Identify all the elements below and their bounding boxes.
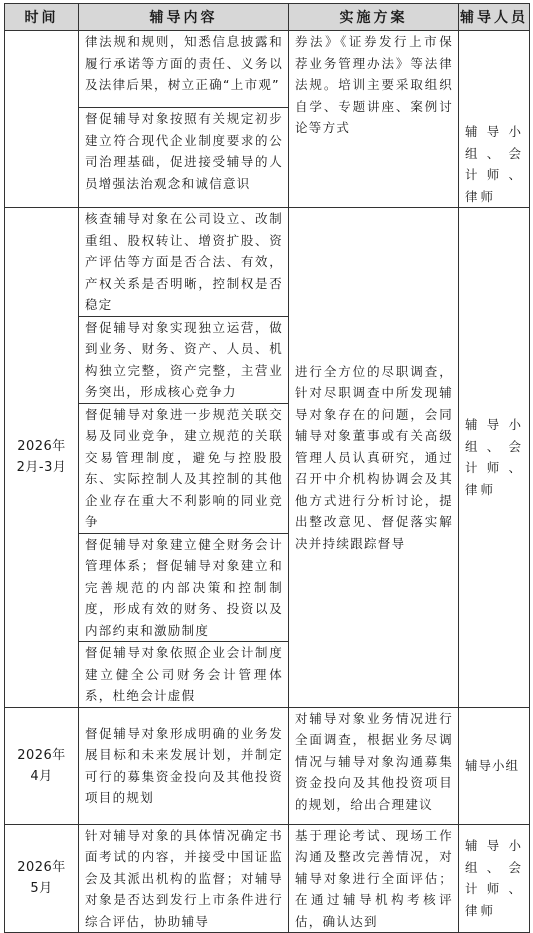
staff-cell: 辅导小组 <box>459 707 530 824</box>
header-content: 辅导内容 <box>79 4 289 31</box>
time-cell-empty <box>5 31 79 208</box>
time-cell <box>5 707 79 824</box>
header-time: 时间 <box>5 4 79 31</box>
content-cell: 针对辅导对象的具体情况确定书面考试的内容，并接受中国证监会及其派出机构的监督；对辅导对象是否达到发行上市条件进行综合评估，协助辅导 <box>79 824 289 933</box>
content-cell: 督促辅导对象建立健全财务会计管理体系；督促辅导对象建立和完善规范的内部决策和控制制度，形成有效的财务、投资以及内部约束和激励制度 <box>79 533 289 642</box>
plan-cell: 进行全方位的尽职调查，针对尽职调查中所发现辅导对象存在的问题，会同辅导对象董事或有关高级管理人员认真研究，通过召开中介机构协调会及其他方式进行分析讨论，提出整改意见、督促落实解决并持续跟踪督导 <box>289 208 459 708</box>
time-month: 5月 <box>30 881 53 897</box>
content-cell: 核查辅导对象在公司设立、改制重组、股权转让、增资扩股、资产评估等方面是否合法、有效，产权关系是否明晰，控制权是否稳定 <box>79 208 289 317</box>
content-cell: 督促辅导对象实现独立运营，做到业务、财务、资产、人员、机构独立完整，资产完整，主营业务突出，形成核心竞争力 <box>79 316 289 403</box>
plan-cell: 基于理论考试、现场工作沟通及整改完善情况，对辅导对象进行全面评估；在通过辅导机构考核评估，确认达到 <box>289 824 459 933</box>
time-cell <box>5 824 79 933</box>
table-row <box>5 707 530 824</box>
staff-text: 辅导小组、会计师、律师 <box>465 124 524 204</box>
plan-cell: 对辅导对象业务情况进行全面调查，根据业务尽调情况与辅导对象沟通募集资金投向及其他投资项目的规划，给出合理建议 <box>289 707 459 824</box>
time-year: 2026年 <box>17 860 66 876</box>
content-cell: 督促辅导对象依照企业会计制度建立健全公司财务会计管理体系，杜绝会计虚假 <box>79 642 289 708</box>
staff-cell: 辅导小组、会计师、律师 <box>459 824 530 933</box>
staff-cell <box>459 31 530 208</box>
tutoring-schedule-table <box>4 3 530 933</box>
content-cell: 督促辅导对象进一步规范关联交易及同业竞争，建立规范的关联交易管理制度，避免与控股股东、实际控制人及其控制的其他企业存在重大不利影响的同业竞争 <box>79 403 289 533</box>
header-plan: 实施方案 <box>289 4 459 31</box>
table-header-row <box>5 4 530 31</box>
time-year: 2026年 <box>17 439 66 455</box>
time-month: 4月 <box>30 768 53 784</box>
tutoring-schedule-document <box>4 3 530 933</box>
table-row <box>5 31 530 108</box>
plan-cell: 券法》《证券发行上市保荐业务管理办法》等法律法规。培训主要采取组织自学、专题讲座、案例讨论等方式 <box>289 31 459 208</box>
time-year: 2026年 <box>17 747 66 763</box>
time-cell <box>5 208 79 708</box>
header-staff: 辅导人员 <box>459 4 530 31</box>
table-row <box>5 208 530 317</box>
content-cell: 督促辅导对象按照有关规定初步建立符合现代企业制度要求的公司治理基础，促进接受辅导的人员增强法治观念和诚信意识 <box>79 108 289 208</box>
time-month: 2月-3月 <box>16 460 67 476</box>
content-cell: 律法规和规则，知悉信息披露和履行承诺等方面的责任、义务以及法律后果，树立正确“上市观” <box>79 31 289 108</box>
content-cell: 督促辅导对象形成明确的业务发展目标和未来发展计划，并制定可行的募集资金投向及其他投资项目的规划 <box>79 707 289 824</box>
staff-cell: 辅导小组、会计师、律师 <box>459 208 530 708</box>
table-row <box>5 824 530 933</box>
